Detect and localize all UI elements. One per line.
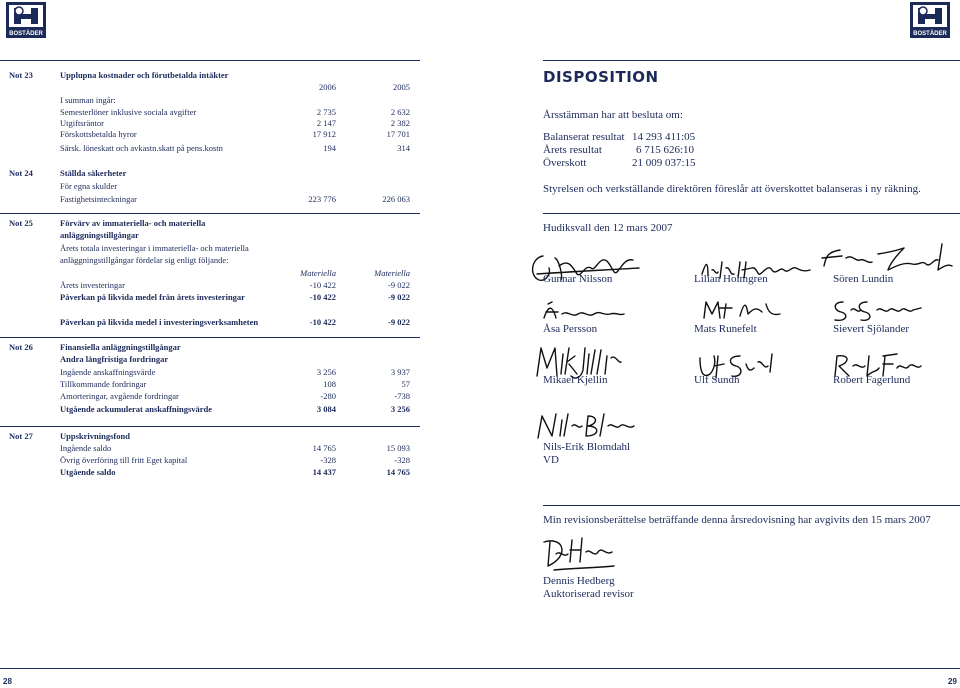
note-26-total-label: Utgående ackumulerat anskaffningsvärde xyxy=(60,404,213,414)
note-23-label: Not 23 xyxy=(9,70,33,80)
note-27-total-2005: 14 765 xyxy=(386,467,410,477)
note-23-row-label: Semesterlöner inklusive sociala avgifter xyxy=(60,107,197,117)
note-23-row-label: Förskottsbetalda hyror xyxy=(60,129,137,139)
note-23-row-2005: 2 632 xyxy=(390,107,410,117)
note-26-row-2006: 108 xyxy=(323,379,336,389)
note-26-label: Not 26 xyxy=(9,342,33,352)
note-27-row-2005: 15 093 xyxy=(386,443,410,453)
divider-not25 xyxy=(0,213,420,214)
company-logo xyxy=(6,2,46,38)
note-27-total-2006: 14 437 xyxy=(312,467,336,477)
note-26-title-line2: Andra långfristiga fordringar xyxy=(60,354,169,364)
note-26-row-2005: -738 xyxy=(394,391,410,401)
svg-text:BOSTÄDER: BOSTÄDER xyxy=(9,31,43,37)
auditor-title: Auktoriserad revisor xyxy=(543,588,634,600)
note-27-row-2006: -328 xyxy=(320,455,336,465)
note-23-row-2005: 17 701 xyxy=(386,129,410,139)
note-25-row-2006: -10 422 xyxy=(309,280,336,290)
note-27-total-label: Utgående saldo xyxy=(60,467,116,477)
note-27-row-label: Ingående saldo xyxy=(60,443,112,453)
signer-name: Robert Fagerlund xyxy=(833,374,911,386)
note-23-row-2006: 2 735 xyxy=(316,107,336,117)
signature-soren-lundin xyxy=(812,236,960,278)
year-2005-header: 2005 xyxy=(393,82,410,92)
note-25-row-label: Påverkan på likvida medel i investeringsverksamheten xyxy=(60,317,259,327)
note-24-label: Not 24 xyxy=(9,168,33,178)
note-26-row-label: Tillkommande fordringar xyxy=(60,379,147,389)
divider-not26 xyxy=(0,337,420,338)
note-25-row-2005: -9 022 xyxy=(388,292,410,302)
disposition-row-value: 21 009 037:15 xyxy=(632,157,696,169)
note-24-row-label: Fastighetsinteckningar xyxy=(60,194,137,204)
note-26-row-label: Amorteringar, avgående fordringar xyxy=(60,391,179,401)
auditor-name: Dennis Hedberg xyxy=(543,575,615,587)
note-24-title: Ställda säkerheter xyxy=(60,168,127,178)
note-26-row-2005: 3 937 xyxy=(390,367,410,377)
divider-disposition-bottom xyxy=(543,213,960,214)
signer-name: Mats Runefelt xyxy=(694,323,757,335)
disposition-heading: DISPOSITION xyxy=(543,68,659,86)
page-number-left: 28 xyxy=(3,677,12,686)
note-25-desc-line1: Årets totala investeringar i immateriella- och materiella xyxy=(60,243,249,253)
note-27-row-2006: 14 765 xyxy=(312,443,336,453)
note-26-title-line1: Finansiella anläggningstillgångar xyxy=(60,342,181,352)
signature-sievert-sjolander xyxy=(827,296,927,324)
disposition-row-label: Överskott xyxy=(543,157,587,169)
note-23-row-label: Särsk. löneskatt och avkastn.skatt på pens.kostn xyxy=(60,143,223,153)
note-26-total-2005: 3 256 xyxy=(390,404,410,414)
divider-top-left xyxy=(0,60,420,61)
note-25-title-line2: anläggningstillgångar xyxy=(60,230,139,240)
signature-mats-runefelt xyxy=(696,296,786,324)
divider-footer xyxy=(0,668,960,669)
disposition-row-label: Balanserat resultat xyxy=(543,131,625,143)
signature-nils-erik-blomdahl xyxy=(530,408,640,442)
year-2006-header: 2006 xyxy=(319,82,336,92)
signer-name: Sören Lundin xyxy=(833,273,894,285)
disposition-row-value: 6 715 626:10 xyxy=(636,144,695,156)
divider-top-right xyxy=(543,60,960,61)
signer-name: Lilian Holmgren xyxy=(694,273,768,285)
note-23-title: Upplupna kostnader och förutbetalda intäkter xyxy=(60,70,229,80)
note-23-row-2006: 194 xyxy=(323,143,336,153)
note-23-intro: I summan ingår: xyxy=(60,95,116,105)
signature-dennis-hedberg xyxy=(534,532,624,576)
note-23-row-2005: 2 382 xyxy=(390,118,410,128)
note-26-row-label: Ingående anskaffningsvärde xyxy=(60,367,156,377)
disposition-intro: Årsstämman har att besluta om: xyxy=(543,109,683,121)
note-24-sub: För egna skulder xyxy=(60,181,118,191)
note-25-row-2005: -9 022 xyxy=(388,317,410,327)
note-25-row-2006: -10 422 xyxy=(309,317,336,327)
note-25-row-2005: -9 022 xyxy=(388,280,410,290)
disposition-proposal: Styrelsen och verkställande direktören föreslår att överskottet balanseras i ny räkning. xyxy=(543,183,921,195)
note-23-row-2006: 2 147 xyxy=(316,118,336,128)
place-date: Hudiksvall den 12 mars 2007 xyxy=(543,222,673,234)
divider-audit xyxy=(543,505,960,506)
note-26-row-2005: 57 xyxy=(401,379,410,389)
note-23-row-2006: 17 912 xyxy=(312,129,336,139)
page-number-right: 29 xyxy=(948,677,957,686)
note-25-row-2006: -10 422 xyxy=(309,292,336,302)
disposition-row-value: 14 293 411:05 xyxy=(632,131,696,143)
note-26-row-2006: 3 256 xyxy=(316,367,336,377)
note-25-col-header-2005: Materiella xyxy=(374,268,410,278)
note-24-row-2005: 226 063 xyxy=(382,194,410,204)
signer-name: Mikael Kjellin xyxy=(543,374,608,386)
note-23-row-label: Utgiftsräntor xyxy=(60,118,104,128)
signer-name: Ulf Sundh xyxy=(694,374,740,386)
signer-name: Sievert Sjölander xyxy=(833,323,910,335)
divider-not27 xyxy=(0,426,420,427)
note-23-row-2005: 314 xyxy=(397,143,410,153)
note-25-row-label: Påverkan på likvida medel från årets investeringar xyxy=(60,292,245,302)
audit-note: Min revisionsberättelse beträffande denna årsredovisning har avgivits den 15 mars 2007 xyxy=(543,514,931,526)
svg-text:BOSTÄDER: BOSTÄDER xyxy=(913,31,947,37)
note-24-row-2006: 223 776 xyxy=(308,194,336,204)
signer-name: Åsa Persson xyxy=(543,323,598,335)
company-logo-right xyxy=(910,2,950,38)
note-25-title-line1: Förvärv av immateriella- och materiella xyxy=(60,218,206,228)
note-26-total-2006: 3 084 xyxy=(316,404,336,414)
signer-name: Gunnar Nilsson xyxy=(543,273,613,285)
signature-asa-persson xyxy=(538,300,628,324)
note-25-label: Not 25 xyxy=(9,218,33,228)
note-27-row-label: Övrig överföring till fritt Eget kapital xyxy=(60,455,188,465)
vd-name: Nils-Erik Blomdahl xyxy=(543,441,631,453)
note-27-title: Uppskrivningsfond xyxy=(60,431,130,441)
note-27-row-2005: -328 xyxy=(394,455,410,465)
note-27-label: Not 27 xyxy=(9,431,33,441)
note-25-row-label: Årets investeringar xyxy=(60,280,125,290)
vd-title: VD xyxy=(543,454,559,466)
note-25-col-header-2006: Materiella xyxy=(300,268,336,278)
note-26-row-2006: -280 xyxy=(320,391,336,401)
note-25-desc-line2: anläggningstillgångar fördelar sig enligt följande: xyxy=(60,255,229,265)
disposition-row-label: Årets resultat xyxy=(543,144,602,156)
